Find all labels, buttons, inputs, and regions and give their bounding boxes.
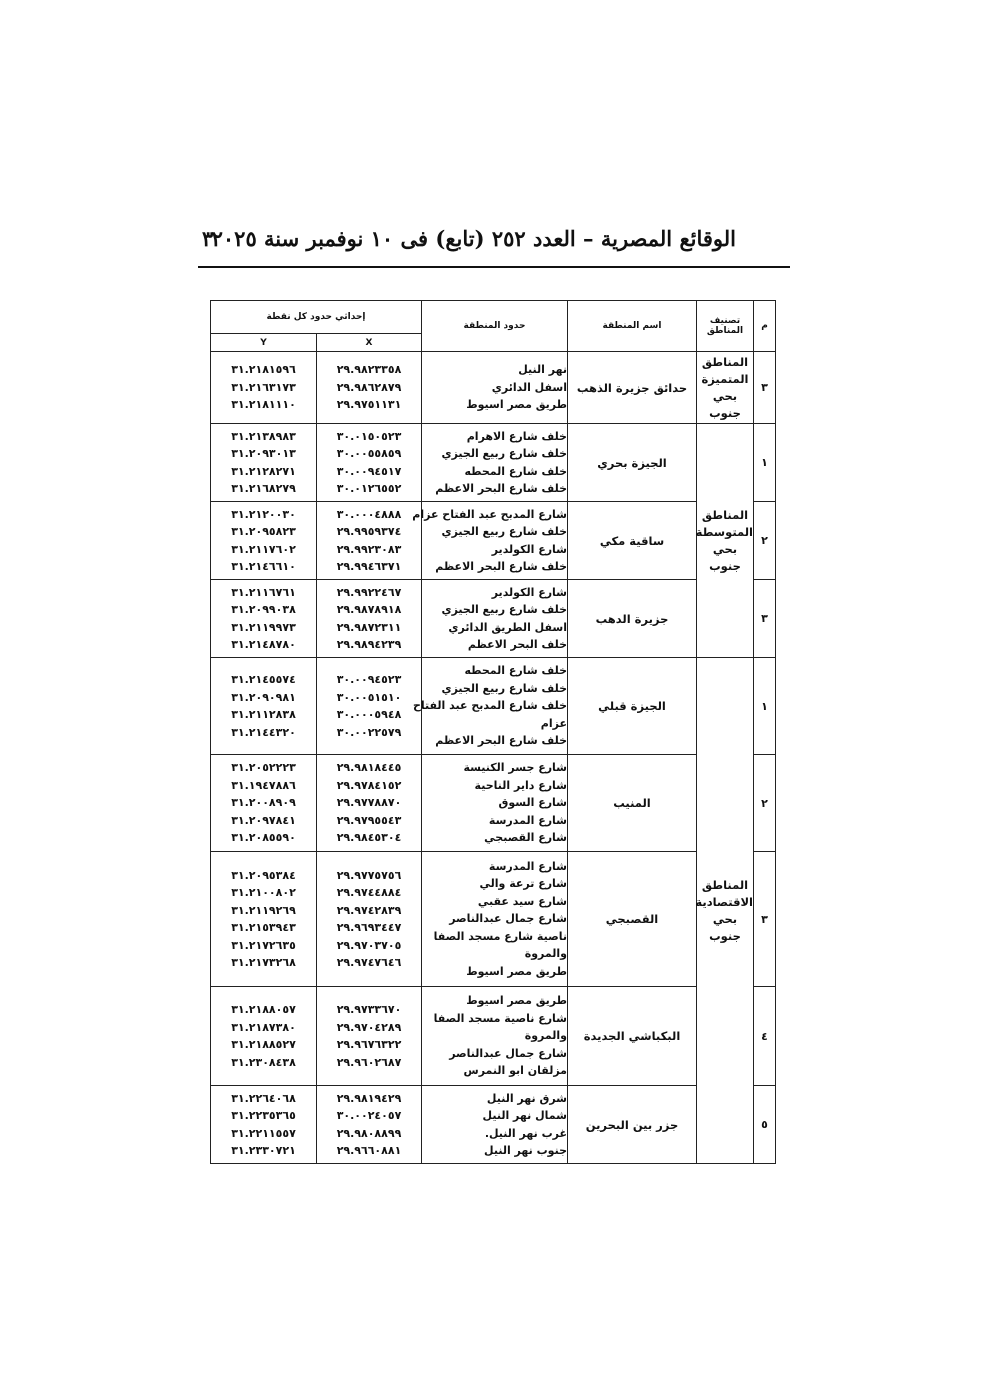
x-coords: ٣٠.٠٠٩٤٥٢٣ ٣٠.٠٠٥١٥١٠ ٣٠.٠٠٠٥٩٤٨ ٣٠.٠٠٢٢٥٧٩ xyxy=(317,658,422,755)
area-boundaries: شارع الكولدير خلف شارع ربيع الجيزي اسفل الطريق الدائري خلف البحر الاعظم xyxy=(422,580,568,658)
page-number: ٣ xyxy=(202,226,214,251)
table-row xyxy=(211,424,776,502)
area-name: الجيزة قبلي xyxy=(568,658,697,755)
y-coords: ٣١.٢١٨١٥٩٦ ٣١.٢١٦٣١٧٣ ٣١.٢١٨١١١٠ xyxy=(211,352,317,424)
table-row xyxy=(211,658,776,755)
y-coords: ٣١.٢٠٥٢٢٢٣ ٣١.١٩٤٧٨٨٦ ٣١.٢٠٠٨٩٠٩ ٣١.٢٠٩٧٨٤١ ٣١.٢٠٨٥٥٩٠ xyxy=(211,755,317,852)
row-index: ١ xyxy=(754,658,776,755)
area-boundaries: خلف شارع الاهرام خلف شارع ربيع الجيزي خلف شارع المحطه خلف شارع البحر الاعظم xyxy=(422,424,568,502)
row-index: ٤ xyxy=(754,987,776,1086)
area-boundaries: شارع المدرسة شارع ترعة والي شارع سيد عقبي شارع جمال عبدالناصر ناصية شارع مسجد الصفا والمروة طريق مصر اسيوط xyxy=(422,852,568,987)
x-coords: ٣٠.٠١٥٠٥٢٣ ٣٠.٠٠٥٥٨٥٩ ٣٠.٠٠٩٤٥١٧ ٣٠.٠١٢٦٥٥٢ xyxy=(317,424,422,502)
row-index: ٣ xyxy=(754,352,776,424)
header-coords: إحداثي حدود كل نقطة xyxy=(211,301,422,334)
classification-cell: المناطق المتوسطة بحي جنوب xyxy=(697,424,754,658)
row-index: ٢ xyxy=(754,755,776,852)
y-coords: ٣١.٢٢٦٤٠٦٨ ٣١.٢٢٣٥٣٦٥ ٣١.٢٢١١٥٥٧ ٣١.٢٣٣٠٧٢١ xyxy=(211,1086,317,1164)
area-name: الجيزة بحري xyxy=(568,424,697,502)
y-coords: ٣١.٢٠٩٥٣٨٤ ٣١.٢١٠٠٨٠٢ ٣١.٢١١٩٢٦٩ ٣١.٢١٥٣٩٤٣ ٣١.٢١٧٢٦٣٥ ٣١.٢١٧٣٢٦٨ xyxy=(211,852,317,987)
header-m: م xyxy=(754,301,776,352)
x-coords: ٢٩.٩٨٢٣٣٥٨ ٢٩.٩٨٦٢٨٧٩ ٢٩.٩٧٥١١٣١ xyxy=(317,352,422,424)
classification-cell: المناطق المتميزة بحي جنوب xyxy=(697,352,754,424)
header-area-name: اسم المنطقة xyxy=(568,301,697,352)
y-coords: ٣١.٢١٢٠٠٣٠ ٣١.٢٠٩٥٨٢٣ ٣١.٢١١٧٦٠٢ ٣١.٢١٤٦٦١٠ xyxy=(211,502,317,580)
area-boundaries: شرق نهر النيل شمال نهر النيل غرب نهر النيل. جنوب نهر النيل xyxy=(422,1086,568,1164)
area-name: جزر بين البحرين xyxy=(568,1086,697,1164)
area-name: ساقية مكي xyxy=(568,502,697,580)
area-boundaries: خلف شارع المحطه خلف شارع ربيع الجيزي خلف شارع المدبح عبد الفتاح عزام خلف شارع البحر الاعظم xyxy=(422,658,568,755)
x-coords: ٢٩.٩٩٢٢٤٦٧ ٢٩.٩٨٧٨٩١٨ ٢٩.٩٨٧٢٣١١ ٢٩.٩٨٩٤٢٣٩ xyxy=(317,580,422,658)
table-row xyxy=(211,852,776,987)
row-index: ٢ xyxy=(754,502,776,580)
y-coords: ٣١.٢١٨٨٠٥٧ ٣١.٢١٨٧٣٨٠ ٣١.٢١٨٨٥٢٧ ٣١.٢٣٠٨٤٣٨ xyxy=(211,987,317,1086)
table-row xyxy=(211,580,776,658)
table-row xyxy=(211,1086,776,1164)
area-boundaries: شارع جسر الكنيسة شارع داير الناحية شارع السوق شارع المدرسة شارع القصبجي xyxy=(422,755,568,852)
area-name: جزيرة الدهب xyxy=(568,580,697,658)
header-rule xyxy=(198,266,790,268)
table-row xyxy=(211,352,776,424)
y-coords: ٣١.٢١٣٨٩٨٣ ٣١.٢٠٩٣٠١٣ ٣١.٢١٢٨٢٧١ ٣١.٢١٦٨٢٧٩ xyxy=(211,424,317,502)
classification-cell: المناطق الاقتصادية بحي جنوب xyxy=(697,658,754,1164)
area-name: حدائق جزيرة الذهب xyxy=(568,352,697,424)
zones-table xyxy=(210,300,776,1164)
row-index: ٥ xyxy=(754,1086,776,1164)
area-name: البكباشي الجديدة xyxy=(568,987,697,1086)
header-x: X xyxy=(317,334,422,352)
header-boundaries: حدود المنطقة xyxy=(422,301,568,352)
x-coords: ٢٩.٩٨١٨٤٤٥ ٢٩.٩٧٨٤١٥٢ ٢٩.٩٧٧٨٨٧٠ ٢٩.٩٧٩٥٥٤٣ ٢٩.٩٨٤٥٣٠٤ xyxy=(317,755,422,852)
y-coords: ٣١.٢١٤٥٥٧٤ ٣١.٢٠٩٠٩٨١ ٣١.٢١١٢٨٣٨ ٣١.٢١٤٤٣٢٠ xyxy=(211,658,317,755)
gazette-title: الوقائع المصرية – العدد ٢٥٢ (تابع) فى ١٠ نوفمبر سنة ٢٠٢٥ xyxy=(211,226,736,251)
table-row xyxy=(211,987,776,1086)
header-y: Y xyxy=(211,334,317,352)
row-index: ٣ xyxy=(754,852,776,987)
area-name: القصبجي xyxy=(568,852,697,987)
x-coords: ٢٩.٩٧٧٥٧٥٦ ٢٩.٩٧٤٤٨٨٤ ٢٩.٩٧٤٢٨٣٩ ٢٩.٩٦٩٣٤٤٧ ٢٩.٩٧٠٣٧٠٥ ٢٩.٩٧٤٧٦٤٦ xyxy=(317,852,422,987)
table-row xyxy=(211,755,776,852)
page-header xyxy=(198,226,790,266)
header-classification: تصنيف المناطق xyxy=(697,301,754,352)
area-boundaries: طريق مصر اسيوط شارع ناصية مسجد الصفا والمروة شارع جمال عبدالناصر مزلقان ابو النمرس xyxy=(422,987,568,1086)
x-coords: ٢٩.٩٨١٩٤٢٩ ٣٠.٠٠٢٤٠٥٧ ٢٩.٩٨٠٨٨٩٩ ٢٩.٩٦٦٠٨٨١ xyxy=(317,1086,422,1164)
x-coords: ٣٠.٠٠٠٤٨٨٨ ٢٩.٩٩٥٩٣٧٤ ٢٩.٩٩٢٣٠٨٣ ٢٩.٩٩٤٦٣٧١ xyxy=(317,502,422,580)
area-boundaries: نهر النيل اسفل الدائري طريق مصر اسيوط xyxy=(422,352,568,424)
area-name: المنيب xyxy=(568,755,697,852)
area-boundaries: شارع المدبح عبد الفتاح عزام خلف شارع ربيع الجيزي شارع الكولدير خلف شارع البحر الاعظم xyxy=(422,502,568,580)
x-coords: ٢٩.٩٧٣٣٦٧٠ ٢٩.٩٧٠٤٢٨٩ ٢٩.٩٦٧٦٣٢٢ ٢٩.٩٦٠٢٦٨٧ xyxy=(317,987,422,1086)
row-index: ١ xyxy=(754,424,776,502)
row-index: ٣ xyxy=(754,580,776,658)
y-coords: ٣١.٢١١٦٧٦١ ٣١.٢٠٩٩٠٣٨ ٣١.٢١١٩٩٧٣ ٣١.٢١٤٨٧٨٠ xyxy=(211,580,317,658)
table-row xyxy=(211,502,776,580)
